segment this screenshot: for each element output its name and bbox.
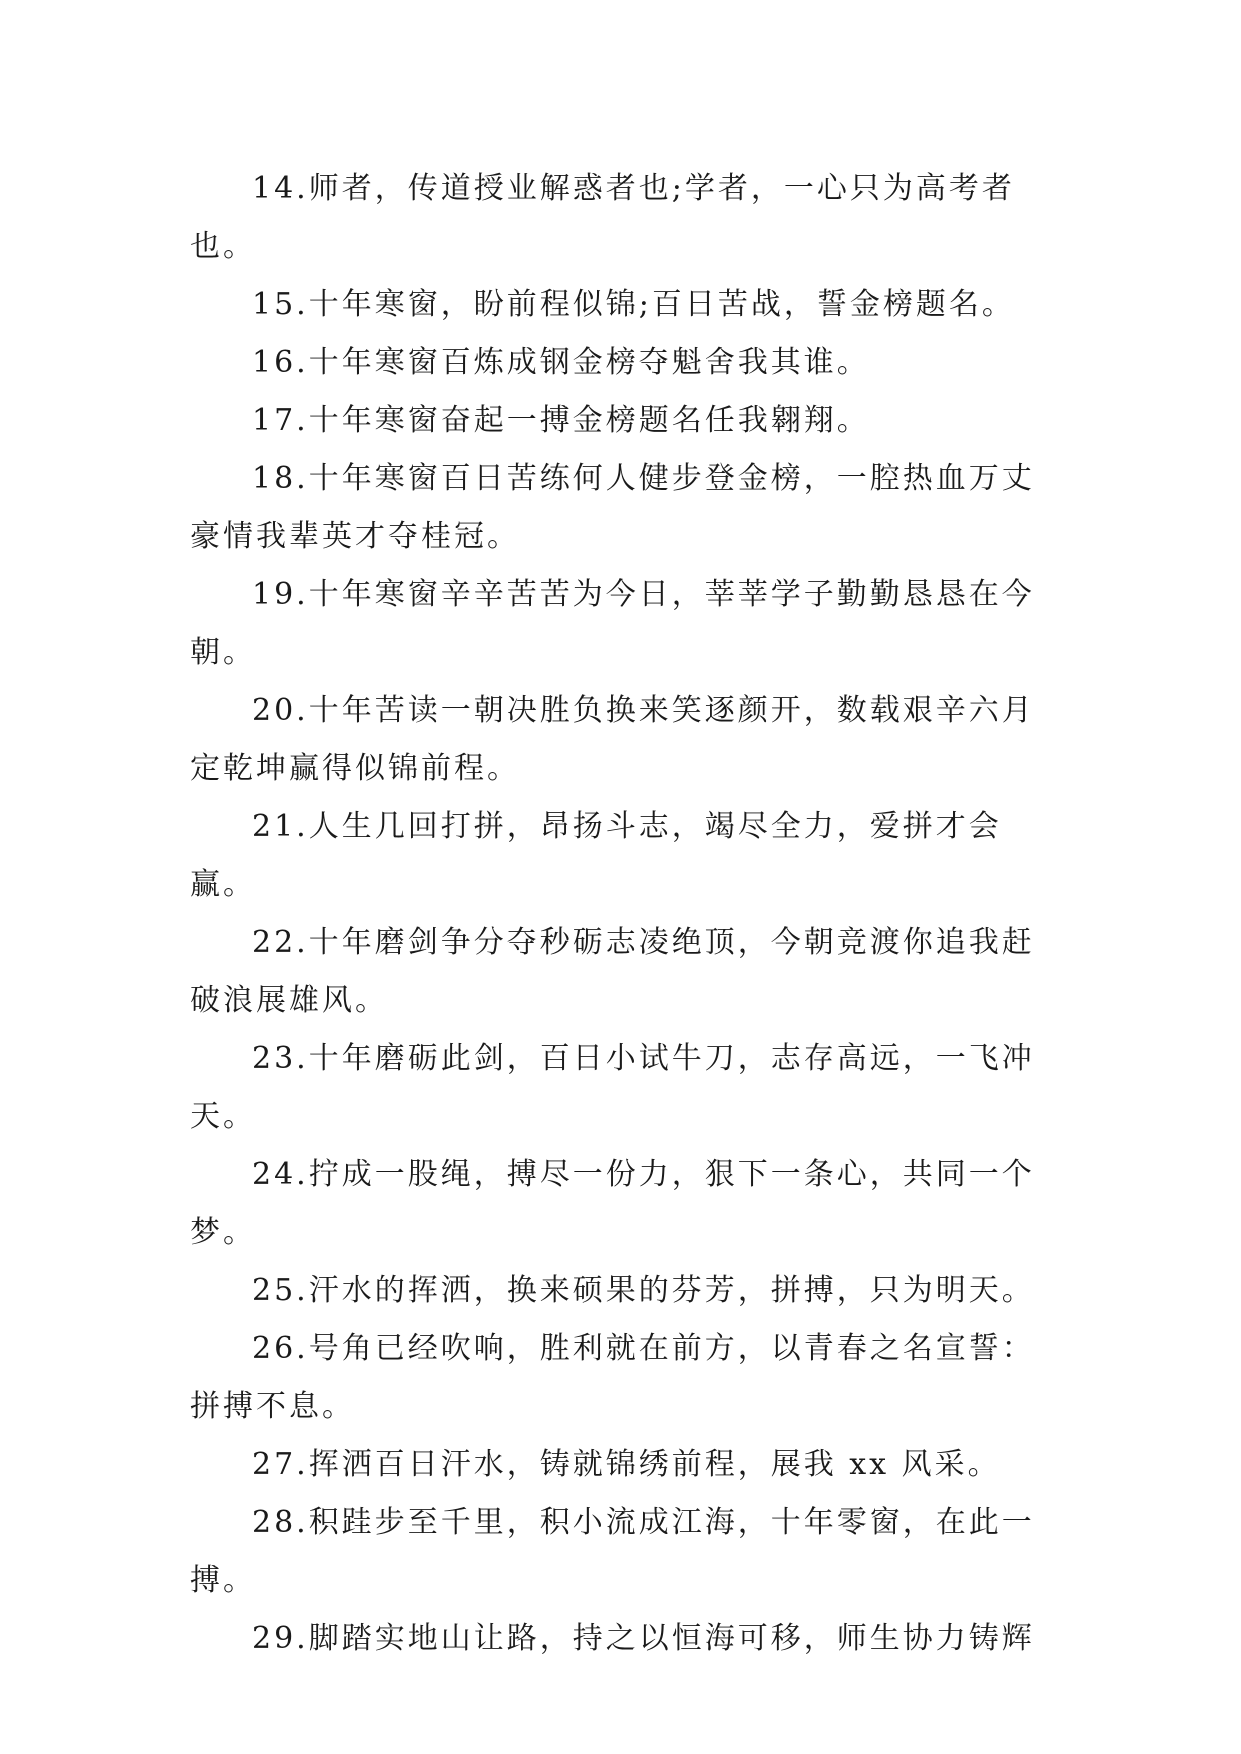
list-item: 23.十年磨砺此剑，百日小试牛刀，志存高远，一飞冲天。 (190, 1041, 1035, 1134)
list-item: 24.拧成一股绳，搏尽一份力，狠下一条心，共同一个梦。 (190, 1157, 1035, 1250)
list-item: 19.十年寒窗辛辛苦苦为今日，莘莘学子勤勤恳恳在今朝。 (190, 577, 1035, 670)
list-item: 26.号角已经吹响，胜利就在前方，以青春之名宣誓：拼搏不息。 (190, 1331, 1035, 1424)
list-item: 25.汗水的挥洒，换来硕果的芬芳，拼搏，只为明天。 (252, 1273, 1035, 1308)
list-item: 28.积跬步至千里，积小流成江海，十年零窗，在此一搏。 (190, 1505, 1035, 1598)
list-item: 27.挥洒百日汗水，铸就锦绣前程，展我 xx 风采。 (252, 1447, 1001, 1482)
list-item: 15.十年寒窗，盼前程似锦;百日苦战，誓金榜题名。 (252, 287, 1015, 322)
list-item: 22.十年磨剑争分夺秒砺志凌绝顶，今朝竞渡你追我赶破浪展雄风。 (190, 925, 1035, 1018)
list-item: 16.十年寒窗百炼成钢金榜夺魁舍我其谁。 (252, 345, 870, 380)
list-item: 20.十年苦读一朝决胜负换来笑逐颜开，数载艰辛六月定乾坤赢得似锦前程。 (190, 693, 1035, 786)
list-item: 17.十年寒窗奋起一搏金榜题名任我翱翔。 (252, 403, 870, 438)
list-item: 21.人生几回打拼，昂扬斗志，竭尽全力，爱拼才会赢。 (190, 809, 1002, 902)
list-item: 14.师者，传道授业解惑者也;学者，一心只为高考者也。 (190, 171, 1015, 264)
list-item: 29.脚踏实地山让路，持之以恒海可移，师生协力铸辉 (252, 1621, 1035, 1656)
slogan-list (190, 160, 1060, 1668)
list-item: 18.十年寒窗百日苦练何人健步登金榜，一腔热血万丈豪情我辈英才夺桂冠。 (190, 461, 1035, 554)
